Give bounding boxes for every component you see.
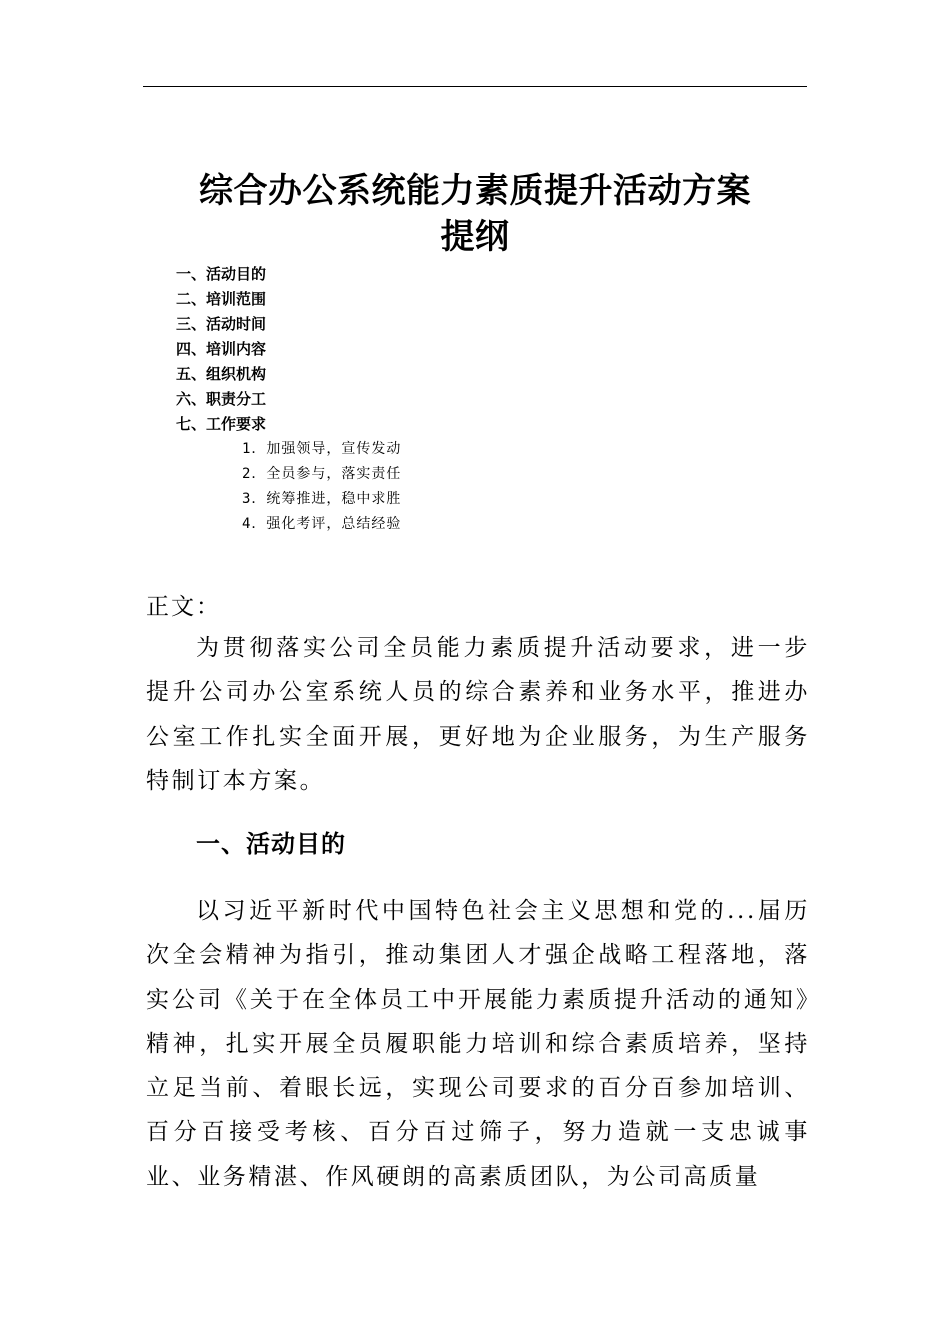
sub-outline-item: 2．全员参与，落实责任 [242,466,402,482]
header-rule [143,86,807,87]
sub-outline-item: 1．加强领导，宣传发动 [242,441,402,457]
sub-outline-item: 4．强化考评，总结经验 [242,516,402,532]
section-heading-purpose: 一、活动目的 [196,830,346,858]
body-label: 正文： [146,594,221,620]
outline-item-time: 三、活动时间 [176,315,267,333]
document-title-line-1: 综合办公系统能力素质提升活动方案 [199,171,751,211]
outline-list [176,262,266,437]
sub-outline-list [242,437,401,537]
outline-item-requirements: 七、工作要求 [176,415,267,433]
outline-item-purpose: 一、活动目的 [176,265,267,283]
outline-item-content: 四、培训内容 [176,340,267,358]
sub-outline-item: 3．统筹推进，稳中求胜 [242,491,402,507]
outline-item-duties: 六、职责分工 [176,390,267,408]
outline-item-scope: 二、培训范围 [176,290,267,308]
intro-paragraph: 为贯彻落实公司全员能力素质提升活动要求，进一步提升公司办公室系统人员的综合素养和业务水平，推进办公室工作扎实全面开展，更好地为企业服务，为生产服务特制订本方案。 [146,635,810,794]
section-paragraph-purpose: 以习近平新时代中国特色社会主义思想和党的...届历次全会精神为指引，推动集团人才强企战略工程落地，落实公司《关于在全体员工中开展能力素质提升活动的通知》精神，扎实开展全员履职能力培训和综合素质培养，坚持立足当前、着眼长远，实现公司要求的百分百参加培训、百分百接受考核、百分百过筛子，努力造就一支忠诚事业、业务精湛、作风硬朗的高素质团队，为公司高质量 [146,898,810,1190]
document-title-line-2: 提纲 [440,217,510,257]
outline-item-organization: 五、组织机构 [176,365,267,383]
